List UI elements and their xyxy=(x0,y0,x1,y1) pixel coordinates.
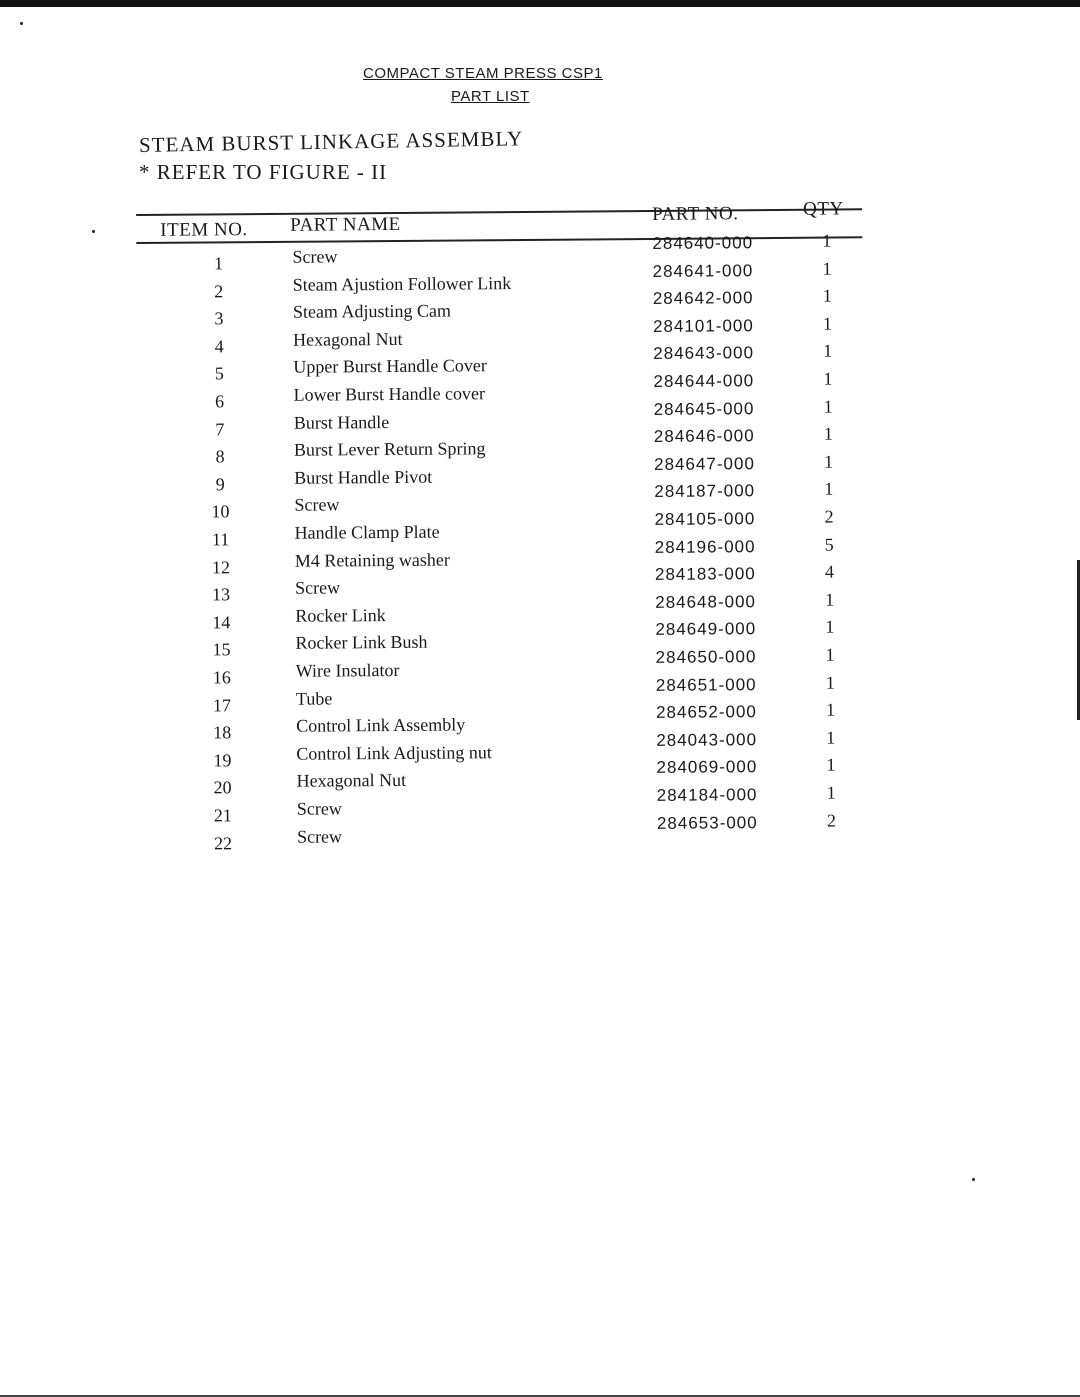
item-number: 4 xyxy=(214,336,224,357)
part-name: Screw xyxy=(294,577,341,598)
part-number: 284648-000 xyxy=(655,591,757,612)
quantity: 1 xyxy=(823,340,833,361)
part-number: 284043-000 xyxy=(656,729,758,750)
part-name: Upper Burst Handle Cover xyxy=(293,355,487,378)
quantity: 1 xyxy=(824,478,834,499)
part-number: 284640-000 xyxy=(652,233,754,253)
part-name: Burst Lever Return Spring xyxy=(293,438,486,460)
part-number: 284196-000 xyxy=(654,536,756,557)
quantity: 2 xyxy=(826,810,836,831)
part-number: 284653-000 xyxy=(656,812,758,833)
quantity: 1 xyxy=(825,699,836,720)
quantity: 1 xyxy=(826,782,836,803)
quantity: 5 xyxy=(824,534,834,555)
quantity: 4 xyxy=(824,561,835,582)
part-name: Control Link Adjusting nut xyxy=(296,742,492,764)
quantity: 1 xyxy=(823,423,833,444)
item-number: 2 xyxy=(214,280,224,301)
item-number: 18 xyxy=(213,722,232,743)
part-number: 284652-000 xyxy=(655,702,757,723)
item-number: 7 xyxy=(215,418,225,439)
part-name: Screw xyxy=(294,494,340,516)
quantity: 1 xyxy=(826,727,836,748)
part-number: 284184-000 xyxy=(656,785,758,805)
column-header-item-no: ITEM NO. xyxy=(160,219,248,241)
table-top-rule xyxy=(136,208,862,215)
part-number: 284187-000 xyxy=(654,481,756,502)
part-number: 284650-000 xyxy=(655,647,757,667)
part-name: Hexagonal Nut xyxy=(293,328,403,350)
part-number: 284183-000 xyxy=(654,564,756,585)
item-number: 11 xyxy=(211,529,230,550)
parts-table xyxy=(136,192,867,858)
quantity: 1 xyxy=(825,644,835,665)
item-number: 3 xyxy=(214,308,224,329)
item-number: 19 xyxy=(213,750,232,771)
part-number: 284644-000 xyxy=(653,371,755,391)
item-number: 1 xyxy=(213,253,224,274)
part-name: Burst Handle xyxy=(293,411,390,433)
part-name: Steam Adjusting Cam xyxy=(292,300,451,322)
part-name: Control Link Assembly xyxy=(296,714,466,736)
part-name: Wire Insulator xyxy=(295,659,400,681)
figure-reference: * REFER TO FIGURE - II xyxy=(139,160,388,184)
item-number: 6 xyxy=(215,391,225,412)
part-name: Hexagonal Nut xyxy=(296,770,407,792)
item-number: 21 xyxy=(213,805,232,826)
part-name: Handle Clamp Plate xyxy=(294,521,440,543)
part-number: 284069-000 xyxy=(656,757,758,778)
part-number: 284649-000 xyxy=(655,619,757,640)
scan-top-edge xyxy=(0,0,1080,7)
part-name: Lower Burst Handle cover xyxy=(293,383,486,405)
part-number: 284641-000 xyxy=(652,260,754,281)
part-number: 284642-000 xyxy=(652,288,754,309)
part-number: 284647-000 xyxy=(654,453,755,474)
quantity: 1 xyxy=(825,589,835,610)
column-header-part-name: PART NAME xyxy=(290,213,401,236)
part-name: M4 Retaining washer xyxy=(294,549,450,571)
part-name: Burst Handle Pivot xyxy=(294,466,433,488)
quantity: 1 xyxy=(822,285,832,306)
item-number: 15 xyxy=(212,639,231,660)
item-number: 9 xyxy=(215,474,225,495)
part-name: Rocker Link xyxy=(295,604,386,626)
column-header-part-no: PART NO. xyxy=(652,203,739,225)
part-name: Screw xyxy=(296,798,342,819)
scan-speck xyxy=(20,22,23,25)
part-number: 284645-000 xyxy=(653,398,755,419)
item-number: 8 xyxy=(215,446,225,467)
quantity: 1 xyxy=(825,672,835,693)
part-name: Screw xyxy=(296,825,343,847)
quantity: 2 xyxy=(824,506,834,527)
item-number: 13 xyxy=(212,584,231,605)
quantity: 1 xyxy=(823,396,833,417)
document-title: COMPACT STEAM PRESS CSP1 xyxy=(363,65,603,82)
item-number: 17 xyxy=(212,694,232,716)
item-number: 12 xyxy=(211,556,230,578)
part-number: 284646-000 xyxy=(653,426,755,447)
part-number: 284105-000 xyxy=(654,509,756,529)
document-subtitle: PART LIST xyxy=(451,88,530,105)
part-number: 284651-000 xyxy=(655,674,757,695)
item-number: 10 xyxy=(211,501,230,522)
part-name: Tube xyxy=(295,688,333,709)
quantity: 1 xyxy=(825,616,835,637)
item-number: 20 xyxy=(213,777,232,798)
quantity: 1 xyxy=(822,258,832,279)
quantity: 1 xyxy=(823,368,833,389)
item-number: 16 xyxy=(212,667,231,688)
quantity: 1 xyxy=(824,451,834,472)
quantity: 1 xyxy=(822,230,832,251)
quantity: 1 xyxy=(826,754,836,775)
assembly-title: STEAM BURST LINKAGE ASSEMBLY xyxy=(138,126,524,157)
part-number: 284101-000 xyxy=(652,315,754,336)
scan-speck xyxy=(92,230,95,233)
item-number: 5 xyxy=(214,363,224,384)
part-name: Screw xyxy=(292,246,338,267)
item-number: 22 xyxy=(213,832,233,854)
scan-speck xyxy=(972,1178,975,1181)
part-name: Rocker Link Bush xyxy=(295,632,428,654)
quantity: 1 xyxy=(822,313,833,334)
item-number: 14 xyxy=(212,612,231,633)
part-name: Steam Ajustion Follower Link xyxy=(292,272,512,295)
part-number: 284643-000 xyxy=(653,343,755,364)
column-header-qty: QTY xyxy=(803,198,844,220)
